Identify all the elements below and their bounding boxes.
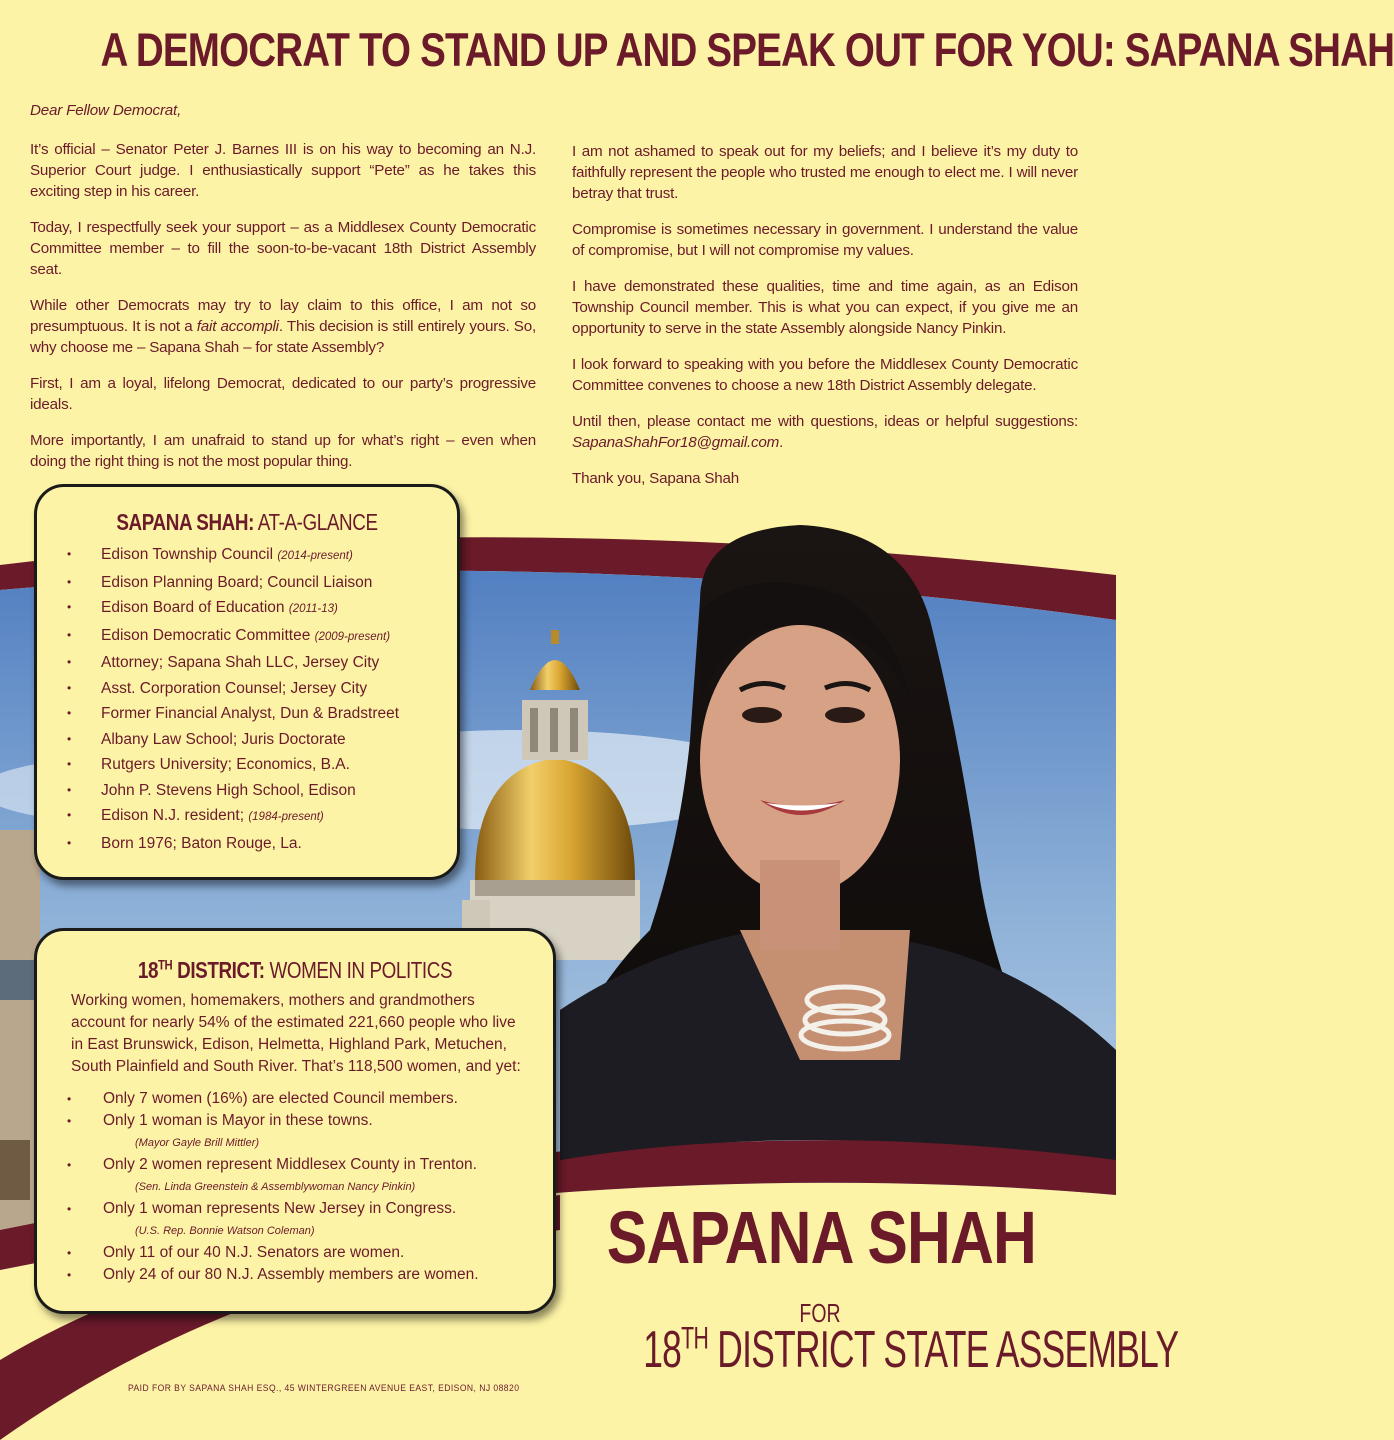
list-item-text: Only 24 of our 80 N.J. Assembly members are women. <box>103 1266 479 1283</box>
list-item-note: (Sen. Linda Greenstein & Assemblywoman Nancy Pinkin) <box>135 1181 416 1193</box>
at-a-glance-list <box>37 542 457 856</box>
list-item <box>67 803 457 831</box>
list-item-text: Attorney; Sapana Shah LLC, Jersey City <box>101 654 380 671</box>
list-item-text: Rutgers University; Economics, B.A. <box>101 756 350 773</box>
list-item <box>67 1198 553 1242</box>
title-superscript: TH <box>158 957 173 973</box>
office-title <box>643 1320 1179 1380</box>
list-item-note: (2011-13) <box>288 603 338 615</box>
list-item <box>67 1242 553 1264</box>
women-title-thin: WOMEN IN POLITICS <box>264 957 453 983</box>
list-item <box>67 676 457 702</box>
letter-paragraph-6: I am not ashamed to speak out for my beliefs; and I believe it’s my duty to faithfully represent the people who trusted me enough to elect me. I will never betray that trust. <box>572 143 1078 202</box>
list-item-text: Only 1 woman is Mayor in these towns. <box>103 1112 373 1129</box>
list-item <box>67 701 457 727</box>
letter-left-column <box>30 100 536 487</box>
list-item <box>67 831 457 857</box>
headline-lead: A DEMOCRAT TO STAND UP AND SPEAK OUT FOR YOU: <box>100 23 1125 76</box>
women-in-politics-box <box>34 928 556 1314</box>
letter-paragraph-5: More importantly, I am unafraid to stand up for what’s right – even when doing the right thing is not the most popular thing. <box>30 432 536 470</box>
at-a-glance-title-bold: SAPANA SHAH: <box>116 509 254 535</box>
list-item-text: Edison N.J. resident; <box>101 807 249 824</box>
list-item <box>67 570 457 596</box>
contact-period: . <box>779 434 784 451</box>
list-item-note: (2009-present) <box>314 630 391 643</box>
headline-name: SAPANA SHAH <box>1124 23 1394 76</box>
list-item-text: Edison Board of Education <box>101 599 289 616</box>
office-number: 18 <box>643 1321 682 1379</box>
list-item-text: Edison Democratic Committee <box>101 626 315 644</box>
letter-paragraph-7: Compromise is sometimes necessary in government. I understand the value of compromise, but I will not compromise my values. <box>572 221 1078 259</box>
letter-paragraph-1: It’s official – Senator Peter J. Barnes III is on his way to becoming an N.J. Superior Court judge. I enthusiastically support “Pete” as he takes this exciting step in his career. <box>30 141 536 200</box>
list-item-note: (U.S. Rep. Bonnie Watson Coleman) <box>135 1225 315 1237</box>
letter-paragraph-3-end: . This decision is still entirely yours. So, why choose me – Sapana Shah – for state Assembly? <box>30 318 536 356</box>
list-item <box>67 1264 553 1286</box>
at-a-glance-title-thin: AT-A-GLANCE <box>253 509 378 535</box>
list-item <box>67 1088 553 1110</box>
at-a-glance-box <box>34 484 460 880</box>
list-item <box>67 752 457 778</box>
letter-paragraph-8: I have demonstrated these qualities, time and time again, as an Edison Township Council member. This is what you can expect, if you give me an opportunity to serve in the state Assembly alongside Nancy Pinkin. <box>572 278 1078 337</box>
list-item <box>67 542 457 570</box>
list-item-text: Edison Planning Board; Council Liaison <box>101 573 373 591</box>
letter-contact <box>572 411 1078 453</box>
letter-paragraph-2: Today, I respectfully seek your support – as a Middlesex County Democratic Committee member – to fill the soon-to-be-vacant 18th District Assembly seat. <box>30 219 536 278</box>
list-item-text: Only 1 woman represents New Jersey in Congress. <box>103 1200 457 1217</box>
letter-paragraph-3 <box>30 295 536 358</box>
contact-text: Until then, please contact me with questions, ideas or helpful suggestions: <box>572 413 1078 430</box>
signoff: Thank you, Sapana Shah <box>572 470 740 487</box>
salutation: Dear Fellow Democrat, <box>30 102 182 119</box>
letter-paragraph-3-start: While other Democrats may try to lay claim to this office, I am not so presumptuous. It is not a <box>30 297 536 335</box>
list-item <box>67 650 457 676</box>
list-item-note: (1984-present) <box>248 811 324 823</box>
office-name: DISTRICT STATE ASSEMBLY <box>708 1321 1179 1379</box>
women-list <box>37 1088 553 1286</box>
paid-for-disclaimer: PAID FOR BY SAPANA SHAH ESQ., 45 WINTERGREEN AVENUE EAST, EDISON, NJ 08820 <box>128 1383 520 1394</box>
title-number: 18 <box>137 957 159 983</box>
email-link[interactable]: SapanaShahFor18@gmail.com <box>572 434 780 451</box>
list-item-text: John P. Stevens High School, Edison <box>101 781 356 799</box>
at-a-glance-title <box>75 509 419 536</box>
list-item-text: Born 1976; Baton Rouge, La. <box>101 834 302 852</box>
candidate-name: SAPANA SHAH <box>606 1196 1037 1279</box>
list-item <box>67 727 457 753</box>
list-item <box>67 1110 553 1154</box>
women-intro: Working women, homemakers, mothers and grandmothers account for nearly 54% of the estimated 221,660 people who live in East Brunswick, Edison, Helmetta, Highland Park, Metuchen, South Plainfield and South River. That’s 118,500 women, and yet: <box>71 992 521 1075</box>
headline <box>100 22 1394 77</box>
list-item-text: Only 7 women (16%) are elected Council members. <box>103 1090 458 1107</box>
list-item-text: Former Financial Analyst, Dun & Bradstreet <box>101 705 400 722</box>
office-superscript: TH <box>681 1320 709 1356</box>
letter-paragraph-4: First, I am a loyal, lifelong Democrat, dedicated to our party’s progressive ideals. <box>30 375 536 413</box>
letter-paragraph-9: I look forward to speaking with you before the Middlesex County Democratic Committee convenes to choose a new 18th District Assembly delegate. <box>572 356 1078 394</box>
for-label: FOR <box>799 1298 841 1328</box>
list-item-note: (2014-present) <box>277 550 353 562</box>
fait-accompli-text: fait accompli <box>196 318 279 335</box>
list-item <box>67 623 457 651</box>
list-item-text: Asst. Corporation Counsel; Jersey City <box>101 679 368 697</box>
letter-right-column <box>572 141 1078 504</box>
women-title-bold: DISTRICT: <box>172 957 265 983</box>
list-item-text: Only 2 women represent Middlesex County in Trenton. <box>103 1156 477 1173</box>
list-item-text: Only 11 of our 40 N.J. Senators are women. <box>103 1244 405 1261</box>
list-item <box>67 778 457 804</box>
list-item-text: Albany Law School; Juris Doctorate <box>101 730 346 748</box>
list-item-note: (Mayor Gayle Brill Mittler) <box>135 1137 260 1149</box>
list-item <box>67 595 457 623</box>
list-item <box>67 1154 553 1198</box>
women-in-politics-title <box>83 957 506 984</box>
list-item-text: Edison Township Council <box>101 546 278 563</box>
